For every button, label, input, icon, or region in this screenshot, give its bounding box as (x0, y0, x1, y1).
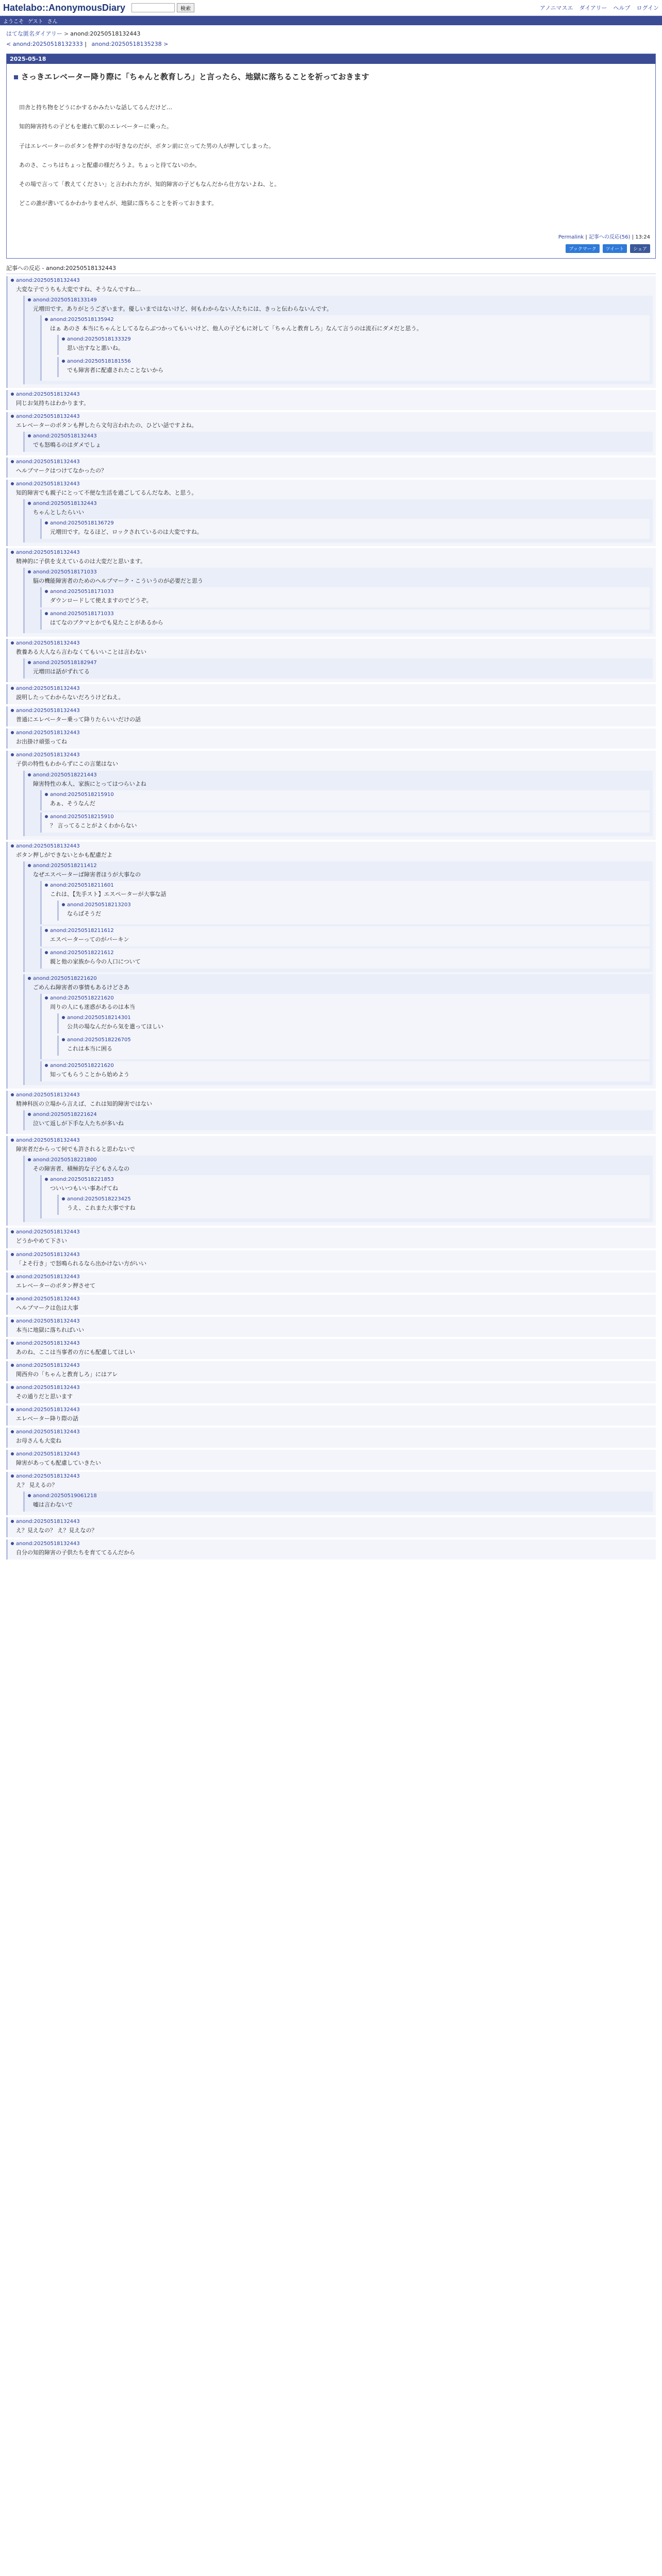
comment-id-link[interactable]: anond:20250518132443 (16, 1541, 80, 1547)
comment-text: でも障害者に配慮されたことないから (67, 366, 163, 374)
comment-replies (40, 315, 650, 381)
entry-paragraph: 田舎と持ち物をどうにかするかみたいな話してるんだけど… (19, 104, 172, 111)
comment-bullet-icon (62, 1038, 65, 1041)
comment (6, 457, 656, 478)
comment-list (6, 276, 656, 1560)
comment-bullet-icon (28, 661, 31, 664)
comment-id-link[interactable]: anond:20250519061218 (33, 1493, 97, 1499)
comment-text: 嘘は言わないで (33, 1501, 73, 1509)
comment-replies (23, 1156, 653, 1222)
comment-text: ダウンロードして使えますのでどうぞ。 (50, 597, 152, 604)
title-square-icon (14, 75, 18, 79)
top-link-login[interactable]: ログイン (636, 5, 659, 11)
comment (23, 432, 653, 452)
comment-text: 知的障害でも親子にとって不便な生活を過ごしてるんだなあ、と思う。 (16, 489, 197, 496)
comment (40, 994, 650, 1059)
top-bar (0, 0, 662, 16)
comment-bullet-icon (45, 996, 48, 999)
comment-text: お母さんも大変ね (16, 1437, 61, 1444)
comment-replies (57, 901, 647, 921)
comment-id-link[interactable]: anond:20250518221443 (33, 772, 97, 778)
comment-id-link[interactable]: anond:20250518221853 (50, 1177, 114, 1183)
comment-text: これは本当に困る (67, 1045, 112, 1053)
comment-text: はぁ あのさ 本当にちゃんとしてるならぶつかってもいいけど、他人の子どもに対して「ちゃんと教育しろ」なんて言うのは流石にダメだと思う。 (50, 325, 422, 332)
comment-id-link[interactable]: anond:20250518221620 (50, 1063, 114, 1069)
comment-text: ごめんね障害者の事情もあるけどさあ (33, 984, 129, 991)
comment (40, 790, 650, 810)
comment (6, 1317, 656, 1337)
site-logo[interactable]: Hatelabo::AnonymousDiary (3, 2, 126, 13)
comment-bullet-icon (28, 773, 31, 776)
comment-bullet-icon (11, 1297, 14, 1300)
comment-bullet-icon (11, 731, 14, 734)
comment-id-link[interactable]: anond:20250518132443 (16, 1473, 80, 1479)
search-input[interactable] (131, 3, 175, 12)
top-link-anond[interactable]: アノニマスエ (539, 5, 573, 11)
comment-text: なぜエスペーターぱ障害者ほうが大事なの (33, 871, 141, 878)
comment-bullet-icon (28, 570, 31, 573)
comment-id-link[interactable]: anond:20250518132443 (16, 1429, 80, 1435)
comment-bullet-icon (62, 337, 65, 341)
comment (6, 842, 656, 1089)
comment-bullet-icon (28, 1113, 31, 1116)
comment-bullet-icon (45, 521, 48, 524)
comment-replies (23, 568, 653, 633)
welcome-suffix: さん (47, 19, 58, 25)
comment-replies (23, 432, 653, 452)
entry-paragraph: 子はエレベーターのボタンを押すのが好きなのだが、ボタン前に立ってた男の人が押してしまった。 (19, 142, 274, 149)
comment-text: エスペーターってのがバーキン (50, 936, 129, 943)
comment-id-link[interactable]: anond:20250518132443 (16, 1318, 80, 1324)
comment-text: はてなのブクマとかでも見たことがあるから (50, 619, 163, 626)
comment-bullet-icon (62, 903, 65, 906)
comment (57, 1013, 647, 1033)
comment-replies (57, 335, 647, 377)
comment-id-link[interactable]: anond:20250518181556 (67, 358, 131, 364)
comment-bullet-icon (45, 951, 48, 954)
comment-text: 知ってもらうことから始めよう (50, 1071, 129, 1078)
comment-bullet-icon (11, 279, 14, 282)
comment-text: 説明したってわからないだろうけどねえ。 (16, 694, 124, 701)
comment-id-link[interactable]: anond:20250518132443 (33, 500, 97, 506)
comment (23, 861, 653, 972)
comment-bullet-icon (28, 864, 31, 867)
comment-text: あぁ、そうなんだ (50, 800, 95, 807)
comment-replies (57, 1195, 647, 1215)
comment (57, 335, 647, 355)
comment-id-link[interactable]: anond:20250518171033 (33, 569, 97, 575)
comment-replies (23, 1492, 653, 1512)
comment-text: 周りの人にも迷惑があるのは本当 (50, 1004, 135, 1010)
comment (6, 412, 656, 455)
comment (23, 1110, 653, 1130)
comment-bullet-icon (45, 793, 48, 796)
comment-bullet-icon (11, 1475, 14, 1478)
comment-text: え？ 見えるの？ (16, 1481, 58, 1488)
comment-id-link[interactable]: anond:20250518214301 (67, 1015, 131, 1021)
comment-id-link[interactable]: anond:20250518132443 (16, 1340, 80, 1346)
comment (40, 315, 650, 381)
breadcrumb-home[interactable]: はてな匿名ダイアリー (6, 30, 63, 37)
comment-id-link[interactable]: anond:20250518132443 (16, 640, 80, 647)
comment-bullet-icon (28, 1494, 31, 1497)
comment-id-link[interactable]: anond:20250518132443 (16, 277, 80, 283)
comment-text: 元増田は話がずれてる (33, 668, 90, 675)
share-button[interactable]: シェア (630, 244, 650, 253)
comment (6, 706, 656, 726)
comment-bullet-icon (11, 1253, 14, 1256)
comments-header: 記事への反応 - anond:20250518132443 (6, 264, 656, 274)
tweet-button[interactable]: ツイート (603, 244, 627, 253)
comment-text: ちゃんとしたらいい (33, 509, 84, 516)
comment-id-link[interactable]: anond:20250518132443 (16, 1274, 80, 1280)
comment-id-link[interactable]: anond:20250518132443 (16, 1138, 80, 1144)
comment-text: これは、【先手スト】エスペーターが大事な話 (50, 890, 167, 897)
comment-bullet-icon (11, 1319, 14, 1323)
comment-text: 脳の機能障害者のためのヘルプマーク・こういうのが必要だと思う (33, 578, 203, 585)
comment-bullet-icon (45, 1064, 48, 1067)
comment-replies (40, 519, 650, 539)
comment-bullet-icon (11, 1542, 14, 1545)
entry-paragraph: 知的障害持ちの子どもを連れて駅のエレベーターに乗った。 (19, 123, 172, 130)
comment-bullet-icon (11, 460, 14, 463)
comment-id-link[interactable]: anond:20250518215910 (50, 791, 114, 798)
comment-bullet-icon (62, 1197, 65, 1200)
search-form (131, 3, 194, 12)
comment-replies (23, 1110, 653, 1130)
comment-id-link[interactable]: anond:20250518132443 (16, 752, 80, 758)
comment-bullet-icon (11, 1139, 14, 1142)
comment-text: え？見えなの？ え？見えなの？ (16, 1527, 97, 1534)
comment-id-link[interactable]: anond:20250518171033 (50, 611, 114, 617)
comment-bullet-icon (11, 1430, 14, 1433)
comment (23, 1492, 653, 1512)
comment-bullet-icon (11, 1520, 14, 1523)
comment-text: 関西弁の「ちゃんと教育しろ」にはアレ (16, 1370, 118, 1378)
comment-bullet-icon (11, 1386, 14, 1389)
comment-text: 公共の場なんだから気を遣ってほしい (67, 1023, 163, 1030)
comment-text: 自分の知的障害の子供たちを育ててるんだから (16, 1549, 135, 1556)
comment (57, 1195, 647, 1215)
search-button[interactable]: 検索 (177, 3, 194, 12)
comment-text: あのね、ここは当事者の方にも配慮してほしい (16, 1348, 135, 1355)
comment-text: お出掛け頑張ってね (16, 738, 67, 745)
comment-id-link[interactable]: anond:20250518132443 (16, 1296, 80, 1302)
comment-id-link[interactable]: anond:20250518132443 (16, 1406, 80, 1413)
comment-bullet-icon (11, 709, 14, 712)
comment (40, 587, 650, 607)
comment-bullet-icon (11, 1452, 14, 1455)
comment (57, 901, 647, 921)
comment-bullet-icon (62, 1016, 65, 1019)
comment (6, 1295, 656, 1315)
comment (6, 751, 656, 839)
comment-id-link[interactable]: anond:20250518132443 (16, 1362, 80, 1368)
comment-text: エレベーターのボタン押させて (16, 1282, 95, 1289)
share-buttons (7, 242, 655, 258)
comment (40, 519, 650, 539)
entry-meta: Permalink | 記事への反応(56) | 13:24 (558, 234, 650, 240)
comment-id-link[interactable]: anond:20250518221620 (50, 995, 114, 1001)
comment-replies (40, 1175, 650, 1218)
comment-id-link[interactable]: anond:20250518213203 (67, 902, 131, 908)
entry-paragraph: その場で言って「教えてください」と言われた方が、知的障害の子どもなんだから仕方ないよね、と。 (19, 181, 280, 188)
comment-text: 「よそ行き」で怒鳴られるなら出かけない方がいい (16, 1260, 146, 1267)
comment-bullet-icon (11, 1275, 14, 1278)
comment-bullet-icon (11, 1230, 14, 1233)
comment-id-link[interactable]: anond:20250518171033 (50, 589, 114, 595)
comment-text: ヘルプマークはつけてなかったの？ (16, 467, 107, 474)
comment-text: 障害者だからって何でも許されると思わないで (16, 1146, 135, 1153)
top-link-help[interactable]: ヘルプ (613, 5, 631, 11)
comment (23, 568, 653, 633)
comment-id-link[interactable]: anond:20250518211601 (50, 882, 114, 888)
comment-bullet-icon (11, 1093, 14, 1096)
comment-id-link[interactable]: anond:20250518221612 (50, 950, 114, 956)
comment-id-link[interactable]: anond:20250518132443 (16, 730, 80, 736)
comment-text: 精神科医の立場から言えば、これは知的障害ではない (16, 1100, 152, 1108)
comment-bullet-icon (28, 977, 31, 980)
comment (23, 499, 653, 543)
comment-id-link[interactable]: anond:20250518135942 (50, 316, 114, 323)
comment (6, 1339, 656, 1359)
comment-id-link[interactable]: anond:20250518223425 (67, 1196, 131, 1202)
comment-replies (57, 1013, 647, 1056)
comment-id-link[interactable]: anond:20250518132443 (16, 1384, 80, 1391)
comment (6, 390, 656, 410)
comment-bullet-icon (11, 1408, 14, 1411)
comment (6, 548, 656, 637)
comment-replies (23, 499, 653, 543)
comment-id-link[interactable]: anond:20250518221620 (33, 975, 97, 981)
comment-text: 思い出すなと悪いね。 (67, 344, 124, 351)
comment-bullet-icon (45, 815, 48, 818)
entry-paragraph: どこの誰が書いてるかわかりませんが、地獄に落ちることを祈っておきます。 (19, 200, 218, 207)
comment-id-link[interactable]: anond:20250518215910 (50, 814, 114, 820)
comment-id-link[interactable]: anond:20250518132443 (16, 1092, 80, 1098)
top-links (540, 4, 659, 12)
comment (6, 1428, 656, 1448)
comment-id-link[interactable]: anond:20250518226705 (67, 1037, 131, 1043)
comment-bullet-icon (45, 1178, 48, 1181)
entry-title[interactable] (14, 71, 648, 82)
entry-paragraph: あのさ、こっちはちょっと配慮の様だろうよ。ちょっと待てないのか。 (19, 161, 201, 168)
comment-id-link[interactable]: anond:20250518211412 (33, 862, 97, 869)
comment (6, 1136, 656, 1226)
comment-replies (23, 296, 653, 384)
comment-bullet-icon (62, 360, 65, 363)
comment-id-link[interactable]: anond:20250518182947 (33, 660, 97, 666)
next-entry-link[interactable]: anond:20250518135238 > (91, 41, 169, 47)
comment (23, 658, 653, 679)
comment-id-link[interactable]: anond:20250518132443 (16, 1519, 80, 1525)
entry-box (6, 54, 656, 259)
comment (40, 1061, 650, 1081)
comment-bullet-icon (11, 1342, 14, 1345)
comment (6, 1383, 656, 1403)
comment (6, 276, 656, 388)
welcome-bar (0, 16, 662, 25)
nav-separator: | (85, 41, 87, 47)
comment (6, 684, 656, 704)
comment-id-link[interactable]: anond:20250518132443 (16, 413, 80, 419)
comment-text: 精神的に子供を支えているのは大変だと思います。 (16, 558, 146, 565)
comment-replies (40, 587, 650, 630)
comment-bullet-icon (11, 844, 14, 848)
comment-bullet-icon (28, 1158, 31, 1161)
comment-text: 障害があっても配慮していきたい (16, 1459, 101, 1466)
comment (23, 974, 653, 1085)
comment-id-link[interactable]: anond:20250518132443 (33, 433, 97, 439)
comment-bullet-icon (11, 551, 14, 554)
comment (23, 1156, 653, 1222)
comment-replies (40, 881, 650, 969)
comment-bullet-icon (45, 612, 48, 615)
comment (40, 926, 650, 946)
comment-id-link[interactable]: anond:20250518132443 (16, 1229, 80, 1235)
comment-text: 元増田です。なるほど、ロックされているのは大変ですね。 (50, 529, 203, 536)
comment-text: ボタン押しができないとかも配慮だよ (16, 851, 112, 858)
comment-text: でも怒鳴るのはダメでしょ (33, 441, 101, 448)
entry-time: 13:24 (635, 234, 650, 240)
comment-id-link[interactable]: anond:20250518132443 (16, 843, 80, 849)
comment-bullet-icon (11, 641, 14, 645)
comment-replies (23, 658, 653, 679)
comment-text: エレベーター降り際の話 (16, 1415, 78, 1422)
comment-bullet-icon (11, 482, 14, 485)
entry-body (14, 82, 648, 228)
comment (6, 1450, 656, 1470)
comment-bullet-icon (45, 929, 48, 932)
comment-bullet-icon (45, 318, 48, 321)
comment (6, 639, 656, 682)
comment-text: ？ 言ってることがよくわからない (50, 822, 137, 829)
comment-text: どうかやめて下さい (16, 1238, 67, 1245)
comment-id-link[interactable]: anond:20250518133149 (33, 297, 97, 303)
comment-replies (23, 771, 653, 836)
comment-bullet-icon (28, 298, 31, 301)
prev-entry-link[interactable]: < anond:20250518132333 (6, 41, 83, 47)
comment-bullet-icon (45, 590, 48, 593)
entry-date: 2025-05-18 (7, 54, 655, 64)
comment-id-link[interactable]: anond:20250518132443 (16, 1251, 80, 1258)
comment (23, 296, 653, 384)
comment (40, 881, 650, 924)
comment (40, 609, 650, 630)
comment-bullet-icon (11, 393, 14, 396)
comment-replies (40, 790, 650, 833)
comment-id-link[interactable]: anond:20250518132443 (16, 686, 80, 692)
comment-text: 本当に地獄に落ちればいい (16, 1326, 84, 1333)
comment (40, 1175, 650, 1218)
comment-text: 泣いて返しが下手な人たちが多いね (33, 1120, 124, 1127)
comment-text: 同じお気持ちはわかります。 (16, 399, 90, 406)
comment-id-link[interactable]: anond:20250518136729 (50, 520, 114, 527)
comment-bullet-icon (28, 434, 31, 437)
comment (6, 1250, 656, 1270)
comment (57, 357, 647, 377)
top-link-diary[interactable]: ダイアリー (579, 5, 607, 11)
comment (6, 1539, 656, 1560)
comment (6, 1228, 656, 1248)
comment (6, 1517, 656, 1537)
comment-id-link[interactable]: anond:20250518132443 (16, 708, 80, 714)
comment (6, 1091, 656, 1134)
comment-id-link[interactable]: anond:20250518132443 (16, 481, 80, 487)
welcome-text: ようこそ (3, 19, 24, 25)
comment-text: 教養ある大人なら言わなくてもいいことは言わない (16, 649, 146, 656)
comment-bullet-icon (11, 1364, 14, 1367)
comment-bullet-icon (11, 687, 14, 690)
comment-text: 障害特性の本人、家族にとってはつらいよね (33, 780, 146, 787)
comment (6, 480, 656, 546)
comment-id-link[interactable]: anond:20250518221624 (33, 1112, 97, 1118)
permalink[interactable]: Permalink (558, 234, 584, 240)
comment-count-link[interactable]: 記事への反応(56) (588, 234, 631, 240)
comment-text: その通りだと思います (16, 1393, 73, 1400)
comment-id-link[interactable]: anond:20250518132443 (16, 1451, 80, 1457)
comment-replies (23, 861, 653, 1085)
comment-id-link[interactable]: anond:20250518132443 (16, 459, 80, 465)
comment (6, 1361, 656, 1381)
comment (40, 948, 650, 969)
comment-text: 普通にエレベーター乗って降りたらいいだけの話 (16, 716, 141, 723)
comment (40, 812, 650, 833)
comment-text: うえ、これまた大事ですね (67, 1205, 136, 1212)
comment-bullet-icon (11, 753, 14, 756)
comment-text: 元増田です。ありがとうございます。優しいまではないけど、何もわからない人たちには、きっと伝わらないんです。 (33, 305, 333, 312)
breadcrumb-current: anond:20250518132443 (70, 30, 141, 37)
comment (6, 1472, 656, 1515)
comment-id-link[interactable]: anond:20250518221800 (33, 1157, 97, 1163)
comment-text: エレベーターのボタンも押したら文句言われたの、ひどい話ですよね。 (16, 421, 197, 429)
entry-title-text: さっきエレベーター降り際に「ちゃんと教育しろ」と言ったら、地獄に落ちることを祈っておきます (21, 72, 370, 81)
comment-text: 大変な子でうちも大変ですね、そうなんですね… (16, 285, 141, 293)
comment (6, 728, 656, 749)
comment-id-link[interactable]: anond:20250518133329 (67, 336, 131, 342)
welcome-user: ゲスト (28, 19, 43, 25)
comment-text: 親と他の家族から今の人口について (50, 958, 141, 965)
comment-text: 子供の特性もわからずにこの言葉はない (16, 760, 118, 768)
entry-nav (0, 39, 662, 52)
comment (6, 1405, 656, 1426)
comment-bullet-icon (28, 502, 31, 505)
comment-bullet-icon (45, 884, 48, 887)
comment-replies (40, 994, 650, 1081)
comment-id-link[interactable]: anond:20250518211612 (50, 927, 114, 934)
comment (57, 1036, 647, 1056)
comment-bullet-icon (11, 415, 14, 418)
comment (23, 771, 653, 836)
comment-text: ヘルプマークは色は大事 (16, 1304, 78, 1311)
comment (6, 1273, 656, 1293)
breadcrumb: はてな匿名ダイアリー > anond:20250518132443 (6, 30, 141, 37)
bookmark-button[interactable]: ブックマーク (566, 244, 599, 253)
comment-id-link[interactable]: anond:20250518132443 (16, 550, 80, 556)
comment-text: ならばそうだ (67, 910, 101, 917)
comment-text: その障害者、積極的な子どもさんなの (33, 1165, 129, 1173)
comment-text: ついいつもいい事あげてね (50, 1185, 118, 1192)
comment-id-link[interactable]: anond:20250518132443 (16, 391, 80, 397)
